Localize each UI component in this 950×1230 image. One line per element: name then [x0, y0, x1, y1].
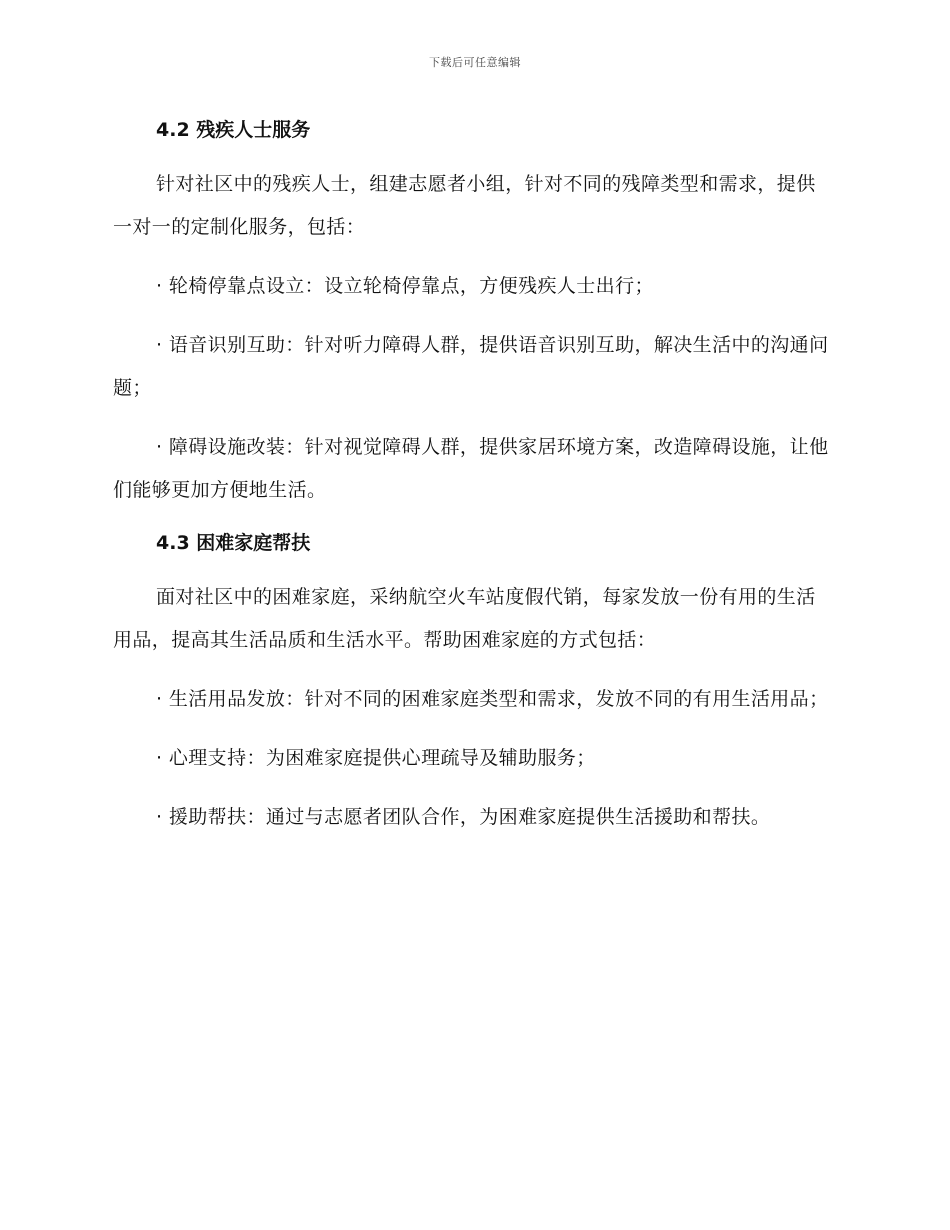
section-intro: 面对社区中的困难家庭，采纳航空火车站度假代销，每家发放一份有用的生活用品，提高其生活品质和生活水平。帮助困难家庭的方式包括： [113, 586, 816, 651]
list-item: · 语音识别互助：针对听力障碍人群，提供语音识别互助，解决生活中的沟通问题； [113, 334, 829, 399]
section-4-2 [113, 113, 833, 512]
list-item: · 生活用品发放：针对不同的困难家庭类型和需求，发放不同的有用生活用品； [156, 688, 829, 710]
list-item: · 心理支持：为困难家庭提供心理疏导及辅助服务； [156, 747, 596, 769]
section-heading: 4.3 困难家庭帮扶 [156, 532, 311, 554]
section-heading: 4.2 残疾人士服务 [156, 119, 311, 141]
section-intro: 针对社区中的残疾人士，组建志愿者小组，针对不同的残障类型和需求，提供一对一的定制化服务，包括： [113, 173, 816, 238]
list-item: · 援助帮扶：通过与志愿者团队合作，为困难家庭提供生活援助和帮扶。 [156, 806, 771, 828]
header-note: 下载后可任意编辑 [429, 56, 521, 69]
section-4-3 [113, 526, 833, 839]
list-item: · 障碍设施改装：针对视觉障碍人群，提供家居环境方案，改造障碍设施，让他们能够更加方便地生活。 [113, 436, 829, 501]
document-body [113, 113, 833, 855]
list-item: · 轮椅停靠点设立：设立轮椅停靠点，方便残疾人士出行； [156, 275, 654, 297]
